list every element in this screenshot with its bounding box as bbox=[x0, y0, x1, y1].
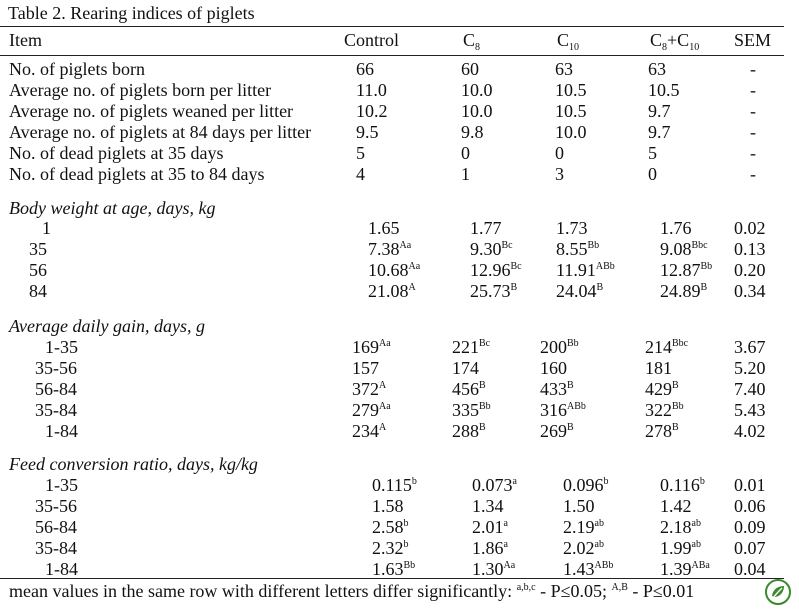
cell-c8c10: 0 bbox=[648, 164, 657, 184]
cell-c8: $12.96^{Bc}$ bbox=[470, 260, 522, 280]
section-title: Feed conversion ratio, days, kg/kg bbox=[9, 454, 258, 474]
cell-c8: 2.01$^a$ bbox=[472, 517, 508, 537]
cell-c10: $1.43^{ABb}$ bbox=[563, 559, 614, 579]
row-label: 56 bbox=[29, 260, 47, 280]
cell-sem: 0.02 bbox=[734, 218, 766, 238]
cell-sem: - bbox=[750, 101, 756, 121]
cell-c8c10: 181 bbox=[645, 358, 672, 378]
cell-c10: $8.55^{Bb}$ bbox=[556, 239, 600, 259]
section-title: Average daily gain, days, g bbox=[9, 316, 205, 336]
cell-c8: $9.30^{Bc}$ bbox=[470, 239, 513, 259]
cell-c8c10: $12.87^{Bb}$ bbox=[660, 260, 713, 280]
row-label: 56-84 bbox=[35, 517, 77, 537]
cell-sem: 0.07 bbox=[734, 538, 766, 558]
cell-control: 157 bbox=[352, 358, 379, 378]
cell-control: $372^A$ bbox=[352, 379, 387, 399]
cell-c10: 3 bbox=[555, 164, 564, 184]
table-caption: Table 2. Rearing indices of piglets bbox=[8, 3, 255, 23]
cell-control: 1.65 bbox=[368, 218, 400, 238]
cell-sem: 0.04 bbox=[734, 559, 766, 579]
row-label: Average no. of piglets born per litter bbox=[9, 80, 272, 100]
cell-c8c10: $429^B$ bbox=[645, 379, 679, 399]
cell-control: $234^A$ bbox=[352, 421, 387, 441]
row-label: 35-56 bbox=[35, 358, 77, 378]
cell-control: 2.32$^b$ bbox=[372, 538, 409, 558]
cell-sem: - bbox=[750, 164, 756, 184]
bottom-rule bbox=[0, 578, 784, 579]
cell-c8c10: 63 bbox=[648, 59, 666, 79]
cell-c8: 0 bbox=[461, 143, 470, 163]
cell-c8: 60 bbox=[461, 59, 479, 79]
header-c10: $C_{10}$ bbox=[557, 30, 580, 53]
cell-c8: 10.0 bbox=[461, 101, 493, 121]
header-c8c10: $C_8+C_{10}$ bbox=[650, 30, 700, 53]
cell-c8: $221^{Bc}$ bbox=[452, 337, 491, 357]
cell-control: $21.08^A$ bbox=[368, 281, 416, 301]
top-rule bbox=[0, 26, 784, 27]
row-label: 1-35 bbox=[45, 337, 78, 357]
cell-control: $10.68^{Aa}$ bbox=[368, 260, 421, 280]
cell-c8: $25.73^B$ bbox=[470, 281, 518, 301]
cell-sem: 0.34 bbox=[734, 281, 766, 301]
row-label: Average no. of piglets weaned per litter bbox=[9, 101, 294, 121]
cell-sem: - bbox=[750, 122, 756, 142]
cell-c8c10: 1.76 bbox=[660, 218, 692, 238]
row-label: No. of piglets born bbox=[9, 59, 145, 79]
cell-sem: 5.43 bbox=[734, 400, 766, 420]
cell-c8: $335^{Bb}$ bbox=[452, 400, 491, 420]
cell-c10: 63 bbox=[555, 59, 573, 79]
cell-control: 10.2 bbox=[356, 101, 388, 121]
cell-c10: $433^B$ bbox=[540, 379, 574, 399]
cell-c8c10: 1.99$^{ab}$ bbox=[660, 538, 701, 558]
cell-c10: 160 bbox=[540, 358, 567, 378]
row-label: 1-84 bbox=[45, 421, 78, 441]
cell-control: 4 bbox=[356, 164, 365, 184]
cell-c8c10: 5 bbox=[648, 143, 657, 163]
cell-c8c10: $24.89^B$ bbox=[660, 281, 708, 301]
cell-c10: 1.50 bbox=[563, 496, 595, 516]
cell-sem: - bbox=[750, 59, 756, 79]
header-sem: SEM bbox=[734, 30, 772, 50]
cell-control: 2.58$^b$ bbox=[372, 517, 409, 537]
header-item: Item bbox=[9, 30, 42, 50]
cell-sem: 0.06 bbox=[734, 496, 766, 516]
cell-c8: 1.34 bbox=[472, 496, 504, 516]
cell-control: 9.5 bbox=[356, 122, 379, 142]
cell-sem: 7.40 bbox=[734, 379, 766, 399]
cell-c8: 174 bbox=[452, 358, 479, 378]
header-rule bbox=[0, 55, 784, 56]
cell-c10: 10.0 bbox=[555, 122, 587, 142]
row-label: 56-84 bbox=[35, 379, 77, 399]
cell-sem: - bbox=[750, 143, 756, 163]
cell-c10: 0 bbox=[555, 143, 564, 163]
cell-sem: 0.13 bbox=[734, 239, 766, 259]
cell-c8c10: 1.42 bbox=[660, 496, 692, 516]
cell-c10: $11.91^{ABb}$ bbox=[556, 260, 615, 280]
cell-c8c10: $9.08^{Bbc}$ bbox=[660, 239, 708, 259]
row-label: 35-84 bbox=[35, 538, 77, 558]
cell-sem: 0.09 bbox=[734, 517, 766, 537]
cell-c8c10: 0.116$^b$ bbox=[660, 475, 705, 495]
cell-c8c10: 10.5 bbox=[648, 80, 680, 100]
row-label: 1-84 bbox=[45, 559, 78, 579]
cell-sem: - bbox=[750, 80, 756, 100]
cell-c8: 9.8 bbox=[461, 122, 484, 142]
cell-c8: 1.86$^a$ bbox=[472, 538, 508, 558]
cell-c8: $288^B$ bbox=[452, 421, 486, 441]
cell-c10: 0.096$^b$ bbox=[563, 475, 609, 495]
header-c8: $C_8$ bbox=[463, 30, 481, 53]
cell-c8: 1.77 bbox=[470, 218, 502, 238]
cell-control: 0.115$^b$ bbox=[372, 475, 417, 495]
row-label: 35-56 bbox=[35, 496, 77, 516]
cell-c10: $24.04^B$ bbox=[556, 281, 604, 301]
cell-sem: 4.02 bbox=[734, 421, 766, 441]
cell-sem: 3.67 bbox=[734, 337, 766, 357]
cell-c8: 1 bbox=[461, 164, 470, 184]
cell-c8: $1.30^{Aa}$ bbox=[472, 559, 516, 579]
cell-sem: 0.01 bbox=[734, 475, 766, 495]
cell-c10: $200^{Bb}$ bbox=[540, 337, 579, 357]
cell-c8c10: 9.7 bbox=[648, 101, 671, 121]
cell-c8: 0.073$^a$ bbox=[472, 475, 517, 495]
cell-c8c10: $214^{Bbc}$ bbox=[645, 337, 689, 357]
cell-control: $279^{Aa}$ bbox=[352, 400, 391, 420]
cell-control: 1.58 bbox=[372, 496, 404, 516]
cell-sem: 5.20 bbox=[734, 358, 766, 378]
cell-sem: 0.20 bbox=[734, 260, 766, 280]
cell-control: 11.0 bbox=[356, 80, 387, 100]
cell-c8c10: 2.18$^{ab}$ bbox=[660, 517, 701, 537]
header-control: Control bbox=[344, 30, 400, 50]
cell-control: $1.63^{Bb}$ bbox=[372, 559, 416, 579]
cell-c10: 2.19$^{ab}$ bbox=[563, 517, 604, 537]
cell-c10: $316^{ABb}$ bbox=[540, 400, 586, 420]
row-label: 84 bbox=[29, 281, 47, 301]
row-label: 35 bbox=[29, 239, 47, 259]
cell-c10: 2.02$^{ab}$ bbox=[563, 538, 604, 558]
cell-c8c10: $1.39^{ABa}$ bbox=[660, 559, 710, 579]
row-label: 1 bbox=[42, 218, 51, 238]
leaf-circle-icon bbox=[765, 579, 791, 605]
footnote: mean values in the same row with different letters differ significantly: $^{a,b,c}$ - P≤0.05; $^{A,B}$ - P≤0.01 bbox=[9, 581, 695, 601]
cell-control: $169^{Aa}$ bbox=[352, 337, 391, 357]
cell-c8: $456^B$ bbox=[452, 379, 486, 399]
cell-control: $7.38^{Aa}$ bbox=[368, 239, 412, 259]
cell-c8c10: $322^{Bb}$ bbox=[645, 400, 684, 420]
cell-c10: $269^B$ bbox=[540, 421, 574, 441]
cell-c8: 10.0 bbox=[461, 80, 493, 100]
row-label: 35-84 bbox=[35, 400, 77, 420]
cell-c10: 1.73 bbox=[556, 218, 588, 238]
cell-control: 5 bbox=[356, 143, 365, 163]
row-label: Average no. of piglets at 84 days per litter bbox=[9, 122, 312, 142]
section-title: Body weight at age, days, kg bbox=[9, 198, 216, 218]
cell-control: 66 bbox=[356, 59, 374, 79]
row-label: No. of dead piglets at 35 to 84 days bbox=[9, 164, 265, 184]
cell-c8c10: $278^B$ bbox=[645, 421, 679, 441]
cell-c10: 10.5 bbox=[555, 101, 587, 121]
cell-c8c10: 9.7 bbox=[648, 122, 671, 142]
row-label: 1-35 bbox=[45, 475, 78, 495]
cell-c10: 10.5 bbox=[555, 80, 587, 100]
row-label: No. of dead piglets at 35 days bbox=[9, 143, 224, 163]
